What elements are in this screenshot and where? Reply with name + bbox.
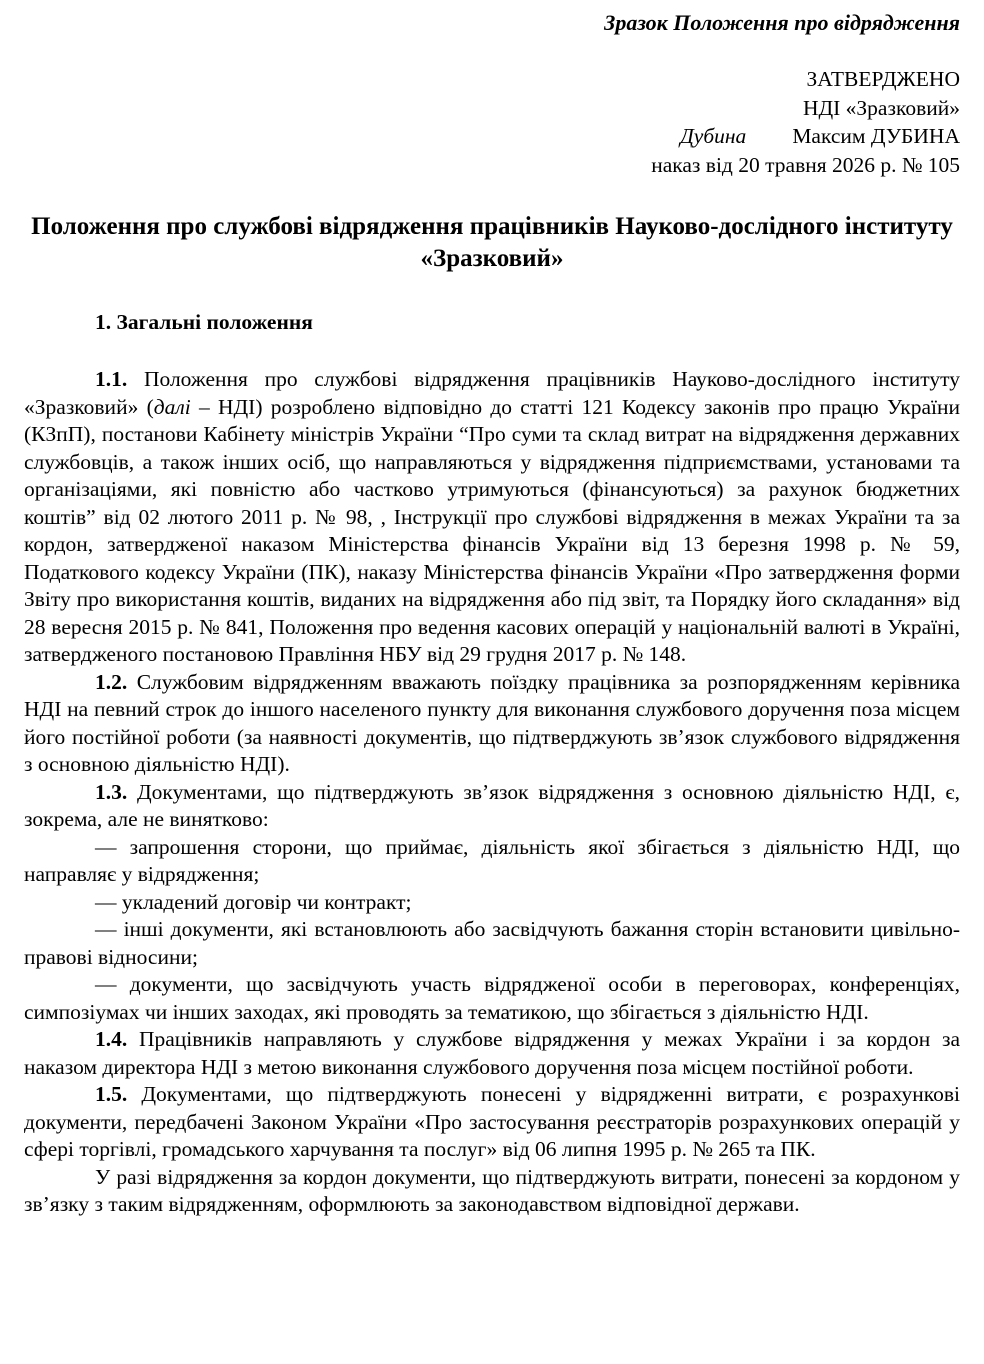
approval-label: ЗАТВЕРДЖЕНО	[806, 67, 960, 91]
paragraph-1-3-number: 1.3.	[95, 779, 128, 804]
signatory-name: Максим ДУБИНА	[792, 124, 960, 148]
paragraph-1-1-italic: далі	[153, 394, 191, 419]
list-item: — інші документи, які встановлюють або засвідчують бажання сторін встановити цивільно-правові відносини;	[24, 917, 960, 969]
approval-organization: НДІ «Зразковий»	[802, 95, 960, 120]
paragraph-1-3-text: Документами, що підтверджують зв’язок відрядження з основною діяльністю НДІ, є, зокрема, але не винятково:	[24, 779, 960, 831]
paragraph-1-4	[24, 1026, 960, 1081]
document-page	[24, 8, 960, 1219]
paragraph-1-2-text: Службовим відрядженням вважають поїздку працівника за розпорядженням керівника НДІ на певний строк до іншого населеного пункту для виконання службового доручення поза місцем його постійної роботи (за наявності документів, що підтверджують зв’язок службового відрядження з основною діяльністю НДІ).	[24, 669, 960, 776]
list-item: — запрошення сторони, що приймає, діяльність якої збігається з діяльністю НДІ, що направляє у відрядження;	[24, 834, 960, 886]
paragraph-1-2-number: 1.2.	[95, 669, 128, 694]
document-title: Положення про службові відрядження працівників Науково-дослідного інституту «Зразковий»	[31, 213, 953, 272]
sample-title: Зразок Положення про відрядження	[604, 10, 960, 35]
approval-block	[24, 65, 960, 179]
paragraph-1-5-number: 1.5.	[95, 1082, 128, 1106]
signature: Дубина	[680, 124, 747, 148]
list-item: — документи, що засвідчують участь відрядженої особи в переговорах, конференціях, симпозіумах чи інших заходах, які проводять за тематикою, що збігається з діяльністю НДІ.	[24, 972, 960, 1024]
approval-signature-line	[24, 122, 960, 151]
paragraph-1-4-text: Працівників направляють у службове відрядження у межах України і за кордон за наказом директора НДІ з метою виконання службового доручення поза місцем постійної роботи.	[24, 1027, 960, 1079]
paragraph-1-3	[24, 779, 960, 834]
paragraph-1-1-text-b: – НДІ) розроблено відповідно до статті 121 Кодексу законів про працю України (КЗпП), постанови Кабінету міністрів України “Про суми та склад витрат на відрядження державних службовців, а також інших осіб, що направляються у відрядження підприємствами, установами та організаціями, які повністю або частково утримуються (фінансуються) за рахунок бюджетних коштів” від 02 лютого 2011 р. № 98, , Інструкції про службові відрядження в межах України та за кордон, затвердженої наказом Міністерства фінансів України від 13 березня 1998 р. № 59, Податкового кодексу України (ПК), наказу Міністерства фінансів України «Про затвердження форми Звіту про використання коштів, виданих на відрядження або під звіт, та Порядку його складання» від 28 вересня 2015 р. № 841, Положення про ведення касових операцій у національній валюті в Україні, затвердженого постановою Правління НБУ від 29 грудня 2017 р. № 148.	[24, 394, 961, 666]
paragraph-1-1-text-a: Положення про службові відрядження працівників Науково-дослідного інституту «Зразковий» (	[24, 367, 960, 419]
list-item: — укладений договір чи контракт;	[95, 889, 412, 914]
paragraph-1-1-number: 1.1.	[95, 367, 128, 391]
paragraph-1-1	[24, 366, 960, 669]
paragraph-1-5-continuation: У разі відрядження за кордон документи, що підтверджують витрати, понесені за кордоном у зв’язку з таким відрядженням, оформлюють за законодавством відповідної держави.	[24, 1164, 960, 1216]
paragraph-1-2	[24, 669, 960, 779]
section-1-title: 1. Загальні положення	[95, 310, 313, 334]
paragraph-1-5-text: Документами, що підтверджують понесені у відрядженні витрати, є розрахункові документи, передбачені Законом України «Про застосування реєстраторів розрахункових операцій у сфері торгівлі, громадського харчування та послуг» від 06 липня 1995 р. № 265 та ПК.	[24, 1082, 960, 1161]
paragraph-1-5	[24, 1081, 960, 1164]
paragraph-1-4-number: 1.4.	[95, 1027, 128, 1051]
approval-order: наказ від 20 травня 2026 р. № 105	[651, 152, 960, 177]
